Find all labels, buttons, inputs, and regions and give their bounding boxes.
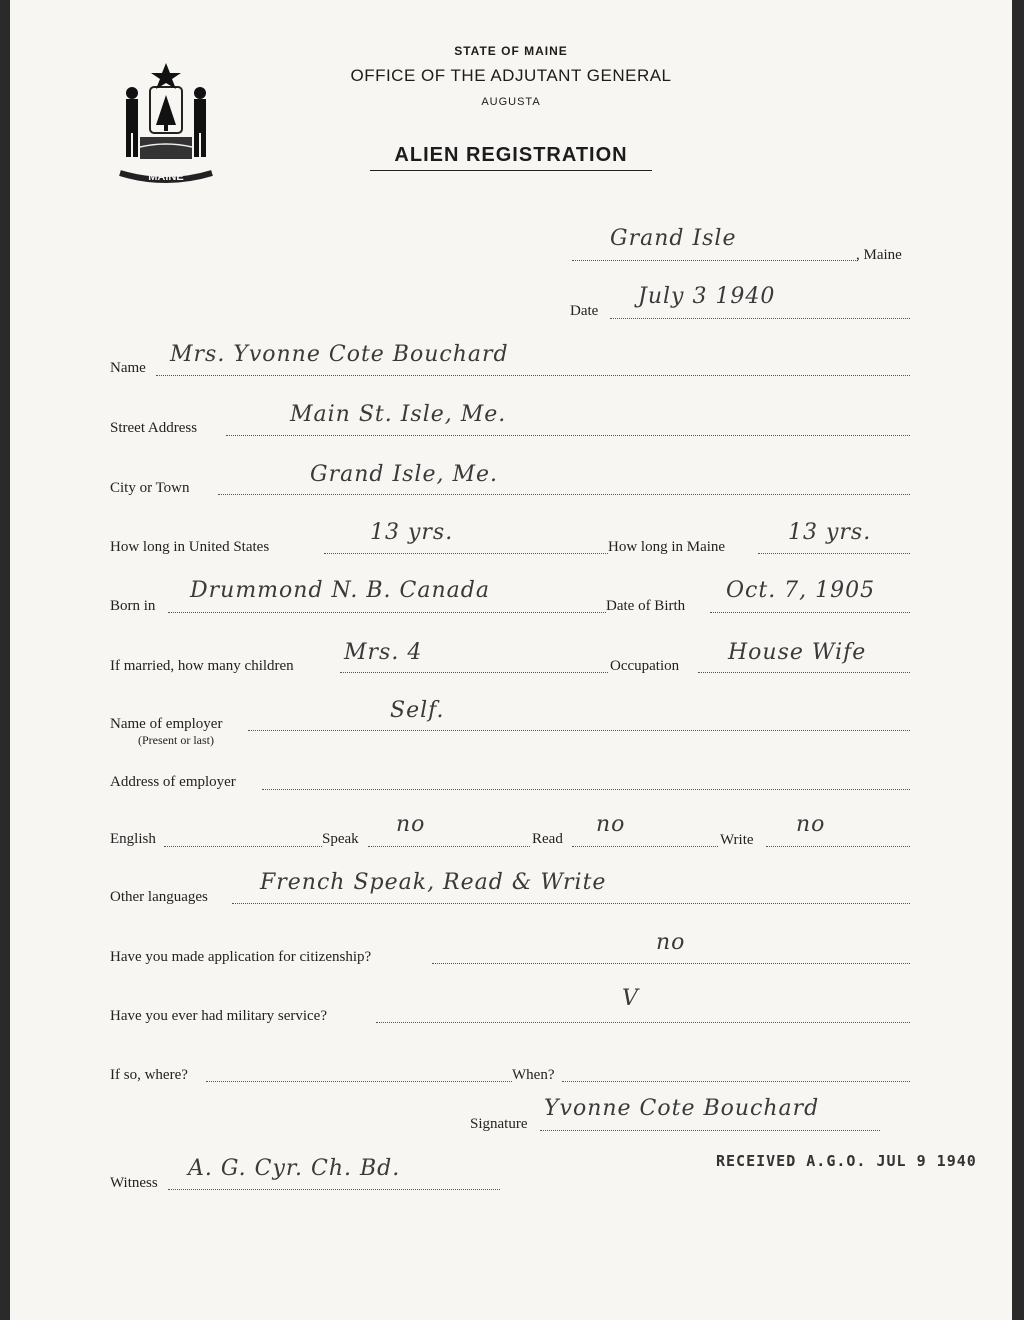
received-stamp: RECEIVED A.G.O. JUL 9 1940 [716,1152,977,1170]
write-line [766,846,910,847]
employer-label: Name of employer [110,716,223,732]
other-languages-value[interactable]: French Speak, Read & Write [260,870,607,895]
military-label: Have you ever had military service? [110,1008,327,1024]
witness-label: Witness [110,1175,158,1191]
occupation-value[interactable]: House Wife [728,640,867,665]
witness-value[interactable]: A. G. Cyr. Ch. Bd. [188,1156,401,1181]
english-line [164,846,322,847]
svg-text:MAINE: MAINE [148,171,184,183]
employer-address-label: Address of employer [110,774,236,790]
how-long-us-line [324,553,608,554]
citizenship-line [432,963,910,964]
office-heading: OFFICE OF THE ADJUTANT GENERAL [350,66,672,85]
occupation-line [698,672,910,673]
date-line [610,318,910,319]
employer-line [248,730,910,731]
how-long-us-value[interactable]: 13 yrs. [370,520,454,545]
born-in-line [168,612,606,613]
employer-value[interactable]: Self. [390,698,445,723]
children-line [340,672,608,673]
occupation-label: Occupation [610,658,680,674]
witness-line [168,1189,500,1190]
name-value[interactable]: Mrs. Yvonne Cote Bouchard [170,342,509,367]
maine-label: , Maine [856,247,902,263]
signature-line [540,1130,880,1131]
date-of-birth-line [710,612,910,613]
read-label: Read [532,831,563,847]
when-label: When? [512,1067,555,1083]
children-label: If married, how many children [110,658,294,674]
title-underline [370,170,652,171]
speak-label: Speak [322,831,359,847]
alien-registration-form [10,0,1012,1320]
citizenship-label: Have you made application for citizenship? [110,949,372,965]
town-value[interactable]: Grand Isle [610,226,737,251]
date-value[interactable]: July 3 1940 [638,284,776,309]
where-line [206,1081,512,1082]
employer-sublabel: (Present or last) [138,733,214,747]
how-long-maine-value[interactable]: 13 yrs. [788,520,872,545]
read-line [572,846,718,847]
speak-value[interactable]: no [396,812,426,837]
read-value[interactable]: no [596,812,626,837]
military-value[interactable]: V [622,986,639,1011]
other-languages-label: Other languages [110,889,208,905]
born-in-label: Born in [110,598,156,614]
date-label: Date [570,303,599,319]
write-value[interactable]: no [796,812,826,837]
citizenship-value[interactable]: no [656,930,686,955]
street-line [226,435,910,436]
city-heading: AUGUSTA [481,96,541,108]
state-heading: STATE OF MAINE [454,44,568,58]
employer-address-line [262,789,910,790]
speak-line [368,846,530,847]
write-label: Write [720,832,754,848]
date-of-birth-label: Date of Birth [606,598,686,614]
signature-value[interactable]: Yvonne Cote Bouchard [544,1096,820,1121]
when-line [562,1081,910,1082]
name-label: Name [110,360,146,376]
signature-label: Signature [470,1116,528,1132]
town-line [572,260,858,261]
military-line [376,1022,910,1023]
other-languages-line [232,903,910,904]
date-of-birth-value[interactable]: Oct. 7, 1905 [726,578,876,603]
born-in-value[interactable]: Drummond N. B. Canada [190,578,490,603]
city-line [218,494,910,495]
street-label: Street Address [110,420,198,436]
english-label: English [110,831,156,847]
name-line [156,375,910,376]
how-long-us-label: How long in United States [110,539,270,555]
city-value[interactable]: Grand Isle, Me. [310,462,499,487]
city-label: City or Town [110,480,190,496]
form-title: ALIEN REGISTRATION [394,144,628,166]
children-value[interactable]: Mrs. 4 [344,640,423,665]
how-long-maine-label: How long in Maine [608,539,726,555]
where-label: If so, where? [110,1067,188,1083]
how-long-maine-line [758,553,910,554]
street-value[interactable]: Main St. Isle, Me. [290,402,507,427]
